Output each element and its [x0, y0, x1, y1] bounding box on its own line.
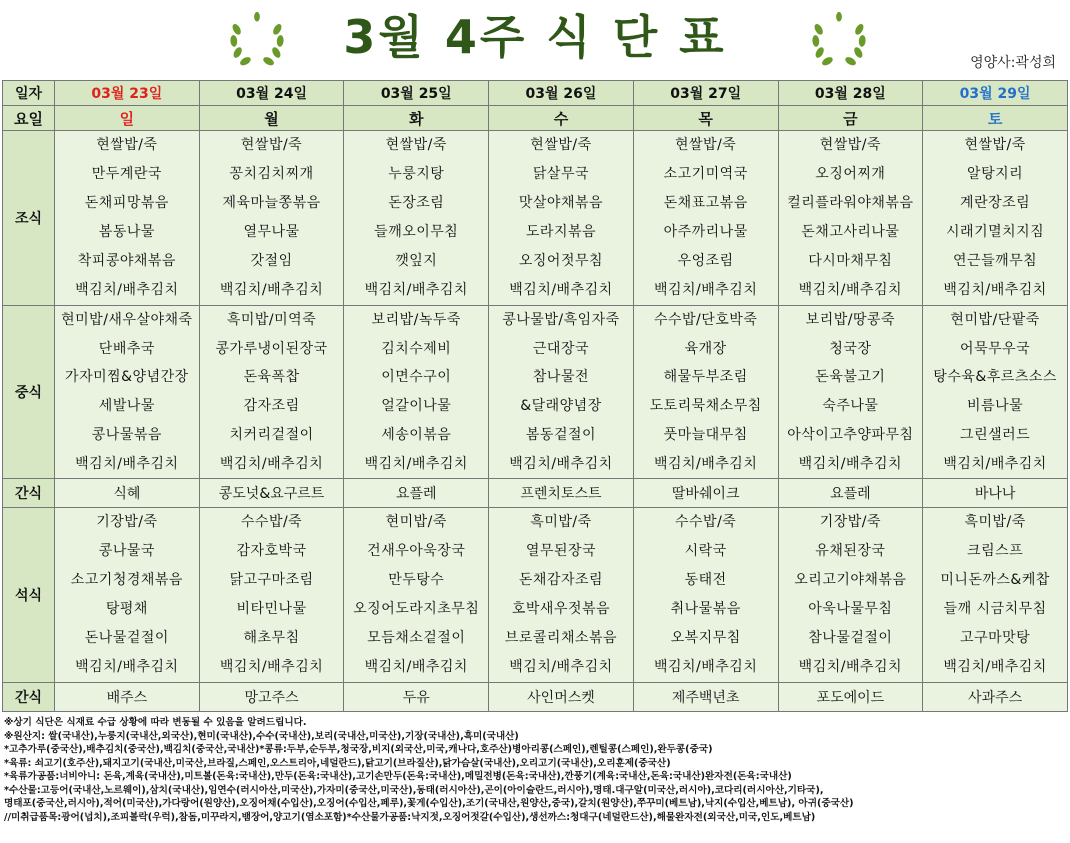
page-title: 3월 4주 식 단 표 [343, 10, 727, 64]
menu-item: 돈육폭찹 [243, 369, 300, 386]
breakfast-cell [633, 131, 778, 306]
note-line: ※상기 식단은 식재료 수급 상황에 따라 변동될 수 있음을 알려드립니다. [4, 717, 307, 728]
snack2-cell: 포도에이드 [778, 683, 923, 712]
date-cell: 03월 26일 [489, 81, 634, 106]
dinner-row [3, 508, 1068, 683]
menu-item: 백김치/배추김치 [75, 455, 179, 472]
menu-item: 백김치/배추김치 [653, 282, 758, 298]
lunch-cell [778, 306, 923, 479]
snack2-cell: 제주백년초 [633, 683, 778, 712]
menu-item: 백김치/배추김치 [509, 282, 613, 298]
menu-item: 들깨오이무침 [374, 224, 459, 240]
menu-item: 해물두부조림 [663, 369, 748, 386]
weekday-cell: 금 [778, 106, 923, 131]
dinner-cell [344, 508, 489, 683]
menu-item: 맛살야채볶음 [518, 195, 604, 211]
lunch-cell [489, 306, 634, 479]
menu-item: 만두계란국 [91, 166, 162, 182]
date-cell: 03월 28일 [778, 81, 923, 106]
menu-item: 육개장 [684, 340, 727, 357]
menu-item: 돈육불고기 [815, 369, 886, 386]
menu-item: 수수밥/단호박죽 [653, 312, 758, 328]
dinner-cell [199, 508, 344, 683]
menu-item: 백김치/배추김치 [219, 659, 324, 676]
menu-item: 백김치/배추김치 [943, 455, 1047, 472]
lunch-cell [199, 306, 344, 479]
menu-item: 열무나물 [243, 224, 300, 240]
dinner-items [779, 508, 923, 682]
menu-item: 도토리묵채소무침 [649, 398, 762, 415]
menu-item: 수수밥/죽 [240, 514, 303, 531]
weekday-label: 요일 [3, 106, 55, 131]
menu-item: 현미밥/단팥죽 [950, 312, 1040, 328]
menu-item: 제육마늘쫑볶음 [222, 195, 321, 211]
note-line: ※원산지: 쌀(국내산),누룽지(국내산,외국산),현미(국내산),수수(국내산),보리(국내산,미국산),기장(국내산),흑미(국내산) [4, 730, 519, 742]
menu-item: 오복지무침 [670, 630, 741, 647]
menu-item: 돈채감자조림 [518, 572, 604, 589]
menu-item: 오징어젓무침 [518, 253, 604, 269]
menu-item: 만두탕수 [388, 572, 445, 589]
weekday-row [3, 106, 1068, 131]
breakfast-cell [489, 131, 634, 306]
menu-item: 오징어찌개 [815, 166, 886, 182]
menu-item: 돈장조림 [388, 195, 445, 211]
menu-item: 돈나물겉절이 [84, 630, 169, 647]
menu-item: 모듬채소겉절이 [367, 630, 466, 647]
weekday-cell: 월 [199, 106, 344, 131]
menu-item: 갓절임 [250, 253, 293, 269]
dinner-items [200, 508, 344, 682]
menu-item: 참나물전 [532, 369, 590, 386]
menu-item: 소고기미역국 [663, 166, 748, 182]
menu-item: 봄동나물 [98, 224, 155, 240]
menu-item: 보리밥/땅콩죽 [805, 312, 896, 328]
dinner-cell [633, 508, 778, 683]
menu-item: 닭고구마조림 [229, 572, 314, 589]
lunch-label: 중식 [3, 306, 55, 479]
menu-item: 백김치/배추김치 [75, 282, 179, 298]
menu-item: 현쌀밥/죽 [385, 137, 447, 153]
menu-item: 보리밥/녹두죽 [371, 312, 461, 328]
menu-item: 그린샐러드 [960, 426, 1031, 443]
date-row [3, 81, 1068, 106]
menu-item: 연근들깨무침 [953, 253, 1038, 269]
menu-item: 비타민나물 [236, 601, 307, 618]
menu-item: 이면수구이 [381, 369, 452, 386]
menu-table [2, 80, 1068, 712]
menu-item: 취나물볶음 [670, 601, 741, 618]
menu-item: 백김치/배추김치 [653, 455, 758, 472]
menu-item: 도라지볶음 [525, 224, 597, 240]
menu-item: 기장밥/죽 [819, 514, 882, 531]
breakfast-items [55, 131, 199, 305]
date-cell: 03월 27일 [633, 81, 778, 106]
menu-item: 열무된장국 [525, 543, 597, 560]
snack2-cell: 사인머스켓 [489, 683, 634, 712]
menu-item: 백김치/배추김치 [364, 455, 468, 472]
date-cell: 03월 23일 [55, 81, 200, 106]
menu-item: 미니돈까스&케찹 [940, 572, 1050, 589]
note-line: *고추가루(중국산),배추김치(중국산),백김치(중국산,국내산)*콩류:두부,순두부,청국장,비지(외국산,미국,캐나다,호주산)병아리콩(스페인),렌틸콩(스페인),완두콩(중국) [4, 744, 713, 755]
dinner-items [489, 508, 633, 682]
note-line: *육류: 쇠고기(호주산),돼지고기(국내산,미국산,브라질,스페인,오스트리아,네덜란드),닭고기(브라질산),닭가슴살(국내산),오리고기(국내산),오리훈제(중국산) [4, 757, 671, 769]
menu-item: 브로콜리채소볶음 [504, 630, 618, 647]
breakfast-items [489, 131, 633, 305]
dinner-cell [489, 508, 634, 683]
menu-item: 현쌀밥/죽 [96, 137, 158, 153]
menu-item: 현쌀밥/죽 [530, 137, 592, 153]
dinner-items [55, 508, 199, 682]
menu-item: 어묵무우국 [960, 340, 1031, 357]
menu-item: 봄동겉절이 [525, 426, 597, 443]
snack2-label: 간식 [3, 683, 55, 712]
menu-item: 현쌀밥/죽 [964, 137, 1026, 153]
note-line: *육류가공품:너비아니: 돈육,계육(국내산),미트볼(돈육:국내산),만두(돈육:국내산),고기손만두(돈육:국내산),메밀전병(돈육:국내산),깐풍기(계육:국내산,돈육:국내산)완자전(돈육:국내산) [4, 771, 792, 782]
menu-item: 탕평채 [105, 601, 148, 618]
dinner-label: 석식 [3, 508, 55, 683]
lunch-items [55, 306, 199, 478]
menu-item: 닭살무국 [532, 166, 590, 182]
breakfast-items [923, 131, 1067, 305]
menu-item: 감자호박국 [236, 543, 307, 560]
menu-item: 백김치/배추김치 [653, 659, 758, 676]
menu-item: 흑미밥/죽 [964, 514, 1026, 531]
menu-item: 돈채표고볶음 [663, 195, 748, 211]
menu-item: 현미밥/죽 [385, 514, 447, 531]
weekday-cell: 화 [344, 106, 489, 131]
menu-item: 탕수육&후르츠소스 [933, 369, 1057, 386]
snack1-cell: 콩도넛&요구르트 [199, 479, 344, 508]
menu-item: 아삭이고추양파무침 [787, 426, 914, 443]
menu-item: 흑미밥/죽 [530, 514, 592, 531]
menu-item: 우엉조림 [677, 253, 734, 269]
menu-item: &달래양념장 [520, 398, 602, 415]
date-cell: 03월 29일 [923, 81, 1068, 106]
breakfast-items [344, 131, 488, 305]
menu-item: 세송이볶음 [381, 426, 452, 443]
menu-item: 백김치/배추김치 [219, 455, 324, 472]
menu-item: 돈채고사리나물 [801, 224, 900, 240]
snack1-row [3, 479, 1068, 508]
breakfast-cell [778, 131, 923, 306]
menu-item: 시락국 [684, 543, 727, 560]
lunch-items [923, 306, 1067, 478]
menu-item: 콩나물볶음 [91, 426, 162, 443]
menu-item: 크림스프 [967, 543, 1024, 560]
note-line: //미취급품목:광어(넙치),조피볼락(우럭),참돔,미꾸라지,뱀장어,양고기(염소포함)*수산물가공품:낙지젓,오징어젓갈(수입산),생선까스:청대구(네덜란드산),해물완자전(외국산,미국,인도,베트남) [4, 811, 816, 823]
menu-item: 누룽지탕 [388, 166, 445, 182]
menu-item: 콩가루냉이된장국 [215, 340, 328, 357]
snack1-cell: 식혜 [55, 479, 200, 508]
dinner-items [344, 508, 488, 682]
lunch-items [344, 306, 488, 478]
menu-item: 단배추국 [98, 340, 155, 357]
menu-item: 백김치/배추김치 [943, 659, 1047, 676]
menu-item: 오징어도라지초무침 [353, 601, 480, 618]
menu-item: 치커리겉절이 [229, 426, 314, 443]
menu-item: 현쌀밥/죽 [675, 137, 737, 153]
menu-item: 알탕지리 [967, 166, 1024, 182]
menu-item: 감자조림 [243, 398, 300, 415]
dietitian-name: 영양사:곽성희 [970, 55, 1056, 71]
date-label: 일자 [3, 81, 55, 106]
breakfast-label: 조식 [3, 131, 55, 306]
menu-item: 해초무침 [243, 630, 300, 647]
menu-item: 동태전 [684, 572, 727, 589]
menu-item: 백김치/배추김치 [509, 455, 613, 472]
lunch-cell [55, 306, 200, 479]
lunch-cell [923, 306, 1068, 479]
menu-item: 백김치/배추김치 [798, 659, 903, 676]
snack2-cell: 망고주스 [199, 683, 344, 712]
breakfast-items [634, 131, 778, 305]
dinner-cell [55, 508, 200, 683]
snack2-cell: 두유 [344, 683, 489, 712]
menu-item: 김치수제비 [381, 340, 452, 357]
weekday-cell: 목 [633, 106, 778, 131]
snack1-cell: 딸바쉐이크 [633, 479, 778, 508]
menu-item: 콩나물국 [98, 543, 155, 560]
menu-item: 시래기멸치지짐 [946, 224, 1045, 240]
menu-item: 얼갈이나물 [381, 398, 452, 415]
menu-item: 착피콩야채볶음 [77, 253, 176, 269]
menu-item: 백김치/배추김치 [364, 659, 468, 676]
menu-item: 호박새우젓볶음 [511, 601, 611, 618]
menu-item: 들깨 시금치무침 [943, 601, 1047, 618]
menu-item: 현쌀밥/죽 [819, 137, 882, 153]
menu-item: 풋마늘대무침 [663, 426, 748, 443]
menu-item: 비름나물 [967, 398, 1024, 415]
dinner-items [923, 508, 1067, 682]
menu-item: 깻잎지 [395, 253, 438, 269]
menu-item: 다시마채무침 [808, 253, 893, 269]
note-line: 명태포(중국산,러시아),적어(미국산),가다랑어(원양산),오징어채(수입산),오징어(수입산,페루),꽃게(수입산),조기(국내산,원양산,중국),갈치(원양산),쭈꾸미(베트남),낙지(수입산,베트남), 아귀(중국산) [4, 798, 854, 809]
breakfast-cell [344, 131, 489, 306]
breakfast-items [779, 131, 923, 305]
lunch-items [634, 306, 778, 478]
weekday-cell: 토 [923, 106, 1068, 131]
origin-notes [4, 716, 1066, 824]
menu-item: 가자미찜&양념간장 [65, 369, 189, 386]
date-cell: 03월 24일 [199, 81, 344, 106]
dinner-cell [923, 508, 1068, 683]
lunch-items [200, 306, 344, 478]
menu-item: 아주까리나물 [663, 224, 748, 240]
lunch-items [779, 306, 923, 478]
menu-item: 소고기청경채볶음 [70, 572, 183, 589]
menu-item: 백김치/배추김치 [798, 455, 903, 472]
dinner-items [634, 508, 778, 682]
menu-item: 근대장국 [532, 340, 590, 357]
menu-item: 컬리플라워야채볶음 [787, 195, 914, 211]
lunch-cell [633, 306, 778, 479]
breakfast-items [200, 131, 344, 305]
lunch-row [3, 306, 1068, 479]
breakfast-cell [923, 131, 1068, 306]
menu-item: 백김치/배추김치 [798, 282, 903, 298]
menu-item: 백김치/배추김치 [509, 659, 613, 676]
menu-item: 백김치/배추김치 [75, 659, 179, 676]
menu-item: 숙주나물 [822, 398, 879, 415]
menu-item: 콩나물밥/흑임자죽 [502, 312, 620, 328]
snack1-cell: 바나나 [923, 479, 1068, 508]
lunch-cell [344, 306, 489, 479]
snack1-cell: 프렌치토스트 [489, 479, 634, 508]
breakfast-cell [55, 131, 200, 306]
weekday-cell: 수 [489, 106, 634, 131]
breakfast-row [3, 131, 1068, 306]
snack2-cell: 사과주스 [923, 683, 1068, 712]
snack2-cell: 배주스 [55, 683, 200, 712]
menu-item: 오리고기야채볶음 [794, 572, 907, 589]
snack1-cell: 요플레 [778, 479, 923, 508]
menu-item: 세발나물 [98, 398, 155, 415]
menu-item: 흑미밥/미역죽 [226, 312, 317, 328]
snack1-cell: 요플레 [344, 479, 489, 508]
menu-item: 유채된장국 [815, 543, 886, 560]
date-cell: 03월 25일 [344, 81, 489, 106]
snack2-row [3, 683, 1068, 712]
menu-item: 꽁치김치찌개 [229, 166, 314, 182]
weekday-cell: 일 [55, 106, 200, 131]
dinner-cell [778, 508, 923, 683]
note-line: *수산물:고등어(국내산,노르웨이),삼치(국내산),임연수(러시아산,미국산),가자미(중국산,미국산),동태(러시아산),곤이(아이슬란드,러시아),명태.대구알(미국산,러시아),코다리(러시아산,기타국), [4, 784, 824, 796]
menu-item: 계란장조림 [960, 195, 1031, 211]
menu-item: 현미밥/새우살야채죽 [61, 312, 193, 328]
menu-item: 백김치/배추김치 [364, 282, 468, 298]
menu-item: 건새우아욱장국 [367, 543, 466, 560]
menu-item: 기장밥/죽 [96, 514, 158, 531]
menu-item: 청국장 [829, 340, 872, 357]
snack1-label: 간식 [3, 479, 55, 508]
menu-item: 아욱나물무침 [808, 601, 893, 618]
menu-item: 백김치/배추김치 [219, 282, 324, 298]
menu-item: 수수밥/죽 [675, 514, 737, 531]
lunch-items [489, 306, 633, 478]
menu-item: 현쌀밥/죽 [240, 137, 303, 153]
menu-item: 참나물겉절이 [808, 630, 893, 647]
breakfast-cell [199, 131, 344, 306]
menu-item: 고구마맛탕 [960, 630, 1031, 647]
menu-item: 돈채피망볶음 [84, 195, 169, 211]
menu-item: 백김치/배추김치 [943, 282, 1047, 298]
